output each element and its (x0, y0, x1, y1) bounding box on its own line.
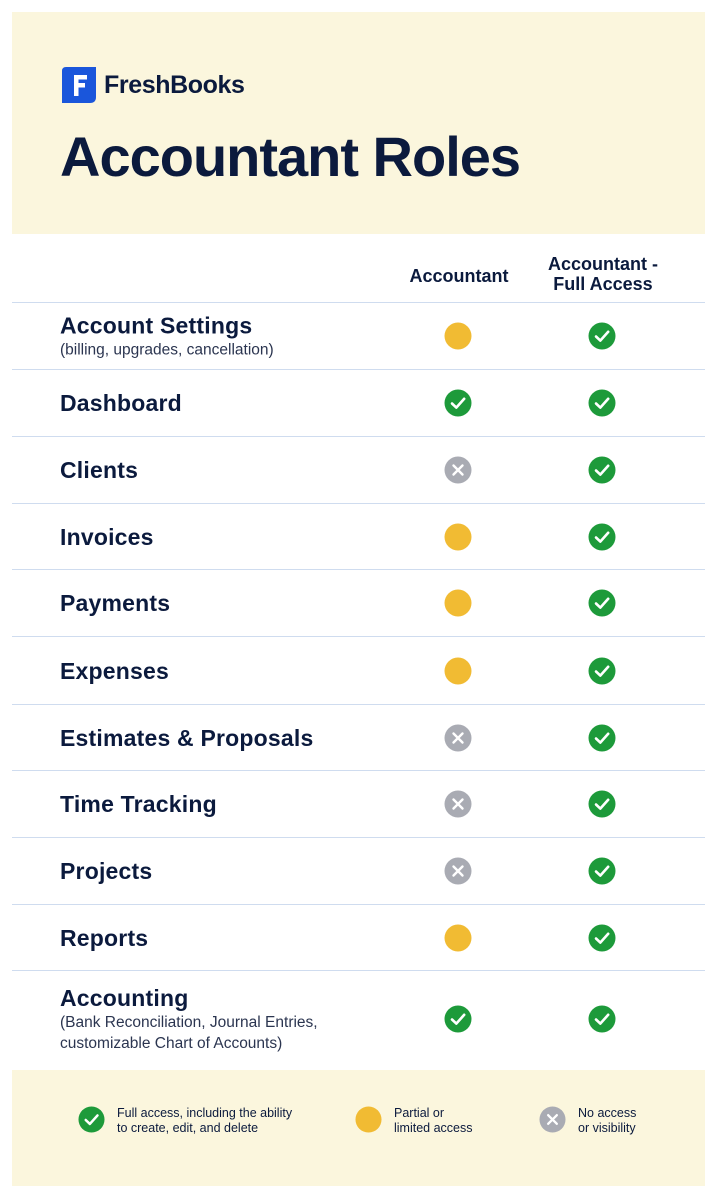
full-access-check-icon (588, 790, 616, 818)
accountant-x-mark-icon (444, 456, 472, 484)
table-row (12, 838, 705, 905)
brand-name: FreshBooks (104, 70, 245, 99)
accountant-x-mark-icon (444, 857, 472, 885)
feature-name: Clients (60, 457, 139, 483)
row-label (60, 456, 138, 484)
table-row (12, 637, 705, 705)
legend-text-full: Full access, including the ability to create, edit, and delete (117, 1106, 293, 1135)
row-label (60, 724, 313, 752)
full-access-check-icon (588, 924, 616, 952)
full-access-check-icon (588, 724, 616, 752)
table-row (12, 370, 705, 437)
feature-note: (billing, upgrades, cancellation) (60, 341, 274, 359)
legend-item-none (539, 1106, 636, 1138)
accountant-partial-dot-icon (444, 924, 472, 952)
table-row (12, 504, 705, 570)
freshbooks-logo-icon (62, 67, 96, 103)
full-access-check-icon (588, 389, 616, 417)
full-access-check-icon (588, 1005, 616, 1033)
legend-partial-icon (355, 1106, 382, 1138)
table-row (12, 905, 705, 971)
roles-card (12, 12, 705, 1186)
table-row (12, 303, 705, 370)
full-access-check-icon (588, 589, 616, 617)
accountant-x-mark-icon (444, 790, 472, 818)
full-access-check-icon (588, 857, 616, 885)
accountant-x-mark-icon (444, 724, 472, 752)
accountant-check-icon (444, 1005, 472, 1033)
feature-name: Dashboard (60, 390, 182, 416)
row-label (60, 389, 182, 417)
accountant-partial-dot-icon (444, 589, 472, 617)
accountant-partial-dot-icon (444, 657, 472, 685)
full-access-check-icon (588, 322, 616, 350)
feature-name: Reports (60, 924, 149, 951)
row-label (60, 523, 154, 551)
header-banner (12, 12, 705, 234)
accountant-partial-dot-icon (444, 322, 472, 350)
feature-name: Time Tracking (60, 791, 217, 817)
legend-none-icon (539, 1106, 566, 1138)
row-label (60, 924, 148, 952)
full-access-check-icon (588, 456, 616, 484)
feature-name: Payments (60, 590, 171, 616)
legend-text-partial: Partial or limited access (394, 1106, 473, 1135)
accountant-check-icon (444, 389, 472, 417)
feature-note: (Bank Reconciliation, Journal Entries, customizable Chart of Accounts) (60, 1014, 318, 1052)
legend (12, 1070, 705, 1186)
legend-text-none: No access or visibility (578, 1106, 637, 1135)
table-row (12, 705, 705, 771)
row-label (60, 790, 217, 818)
table-header (12, 234, 705, 303)
full-access-check-icon (588, 523, 616, 551)
row-label (60, 589, 170, 617)
feature-name: Accounting (60, 985, 189, 1011)
brand-logo (62, 67, 244, 103)
row-label (60, 857, 152, 885)
legend-item-full (78, 1106, 292, 1138)
row-label (60, 984, 318, 1054)
legend-full-icon (78, 1106, 105, 1138)
feature-name: Expenses (60, 657, 169, 684)
row-label (60, 657, 169, 685)
column-header-full-access: Accountant - Full Access (548, 254, 658, 294)
row-label (60, 312, 274, 361)
feature-name: Account Settings (60, 312, 253, 339)
table-row (12, 771, 705, 838)
table-row (12, 570, 705, 637)
feature-name: Projects (60, 858, 153, 884)
column-header-accountant: Accountant (409, 266, 509, 286)
accountant-partial-dot-icon (444, 523, 472, 551)
table-body (12, 303, 705, 1067)
table-row (12, 437, 705, 504)
table-row (12, 971, 705, 1067)
page-title: Accountant Roles (60, 125, 521, 188)
feature-name: Invoices (60, 523, 154, 550)
full-access-check-icon (588, 657, 616, 685)
legend-item-partial (355, 1106, 473, 1138)
permissions-table (12, 234, 705, 1067)
feature-name: Estimates & Proposals (60, 724, 314, 751)
